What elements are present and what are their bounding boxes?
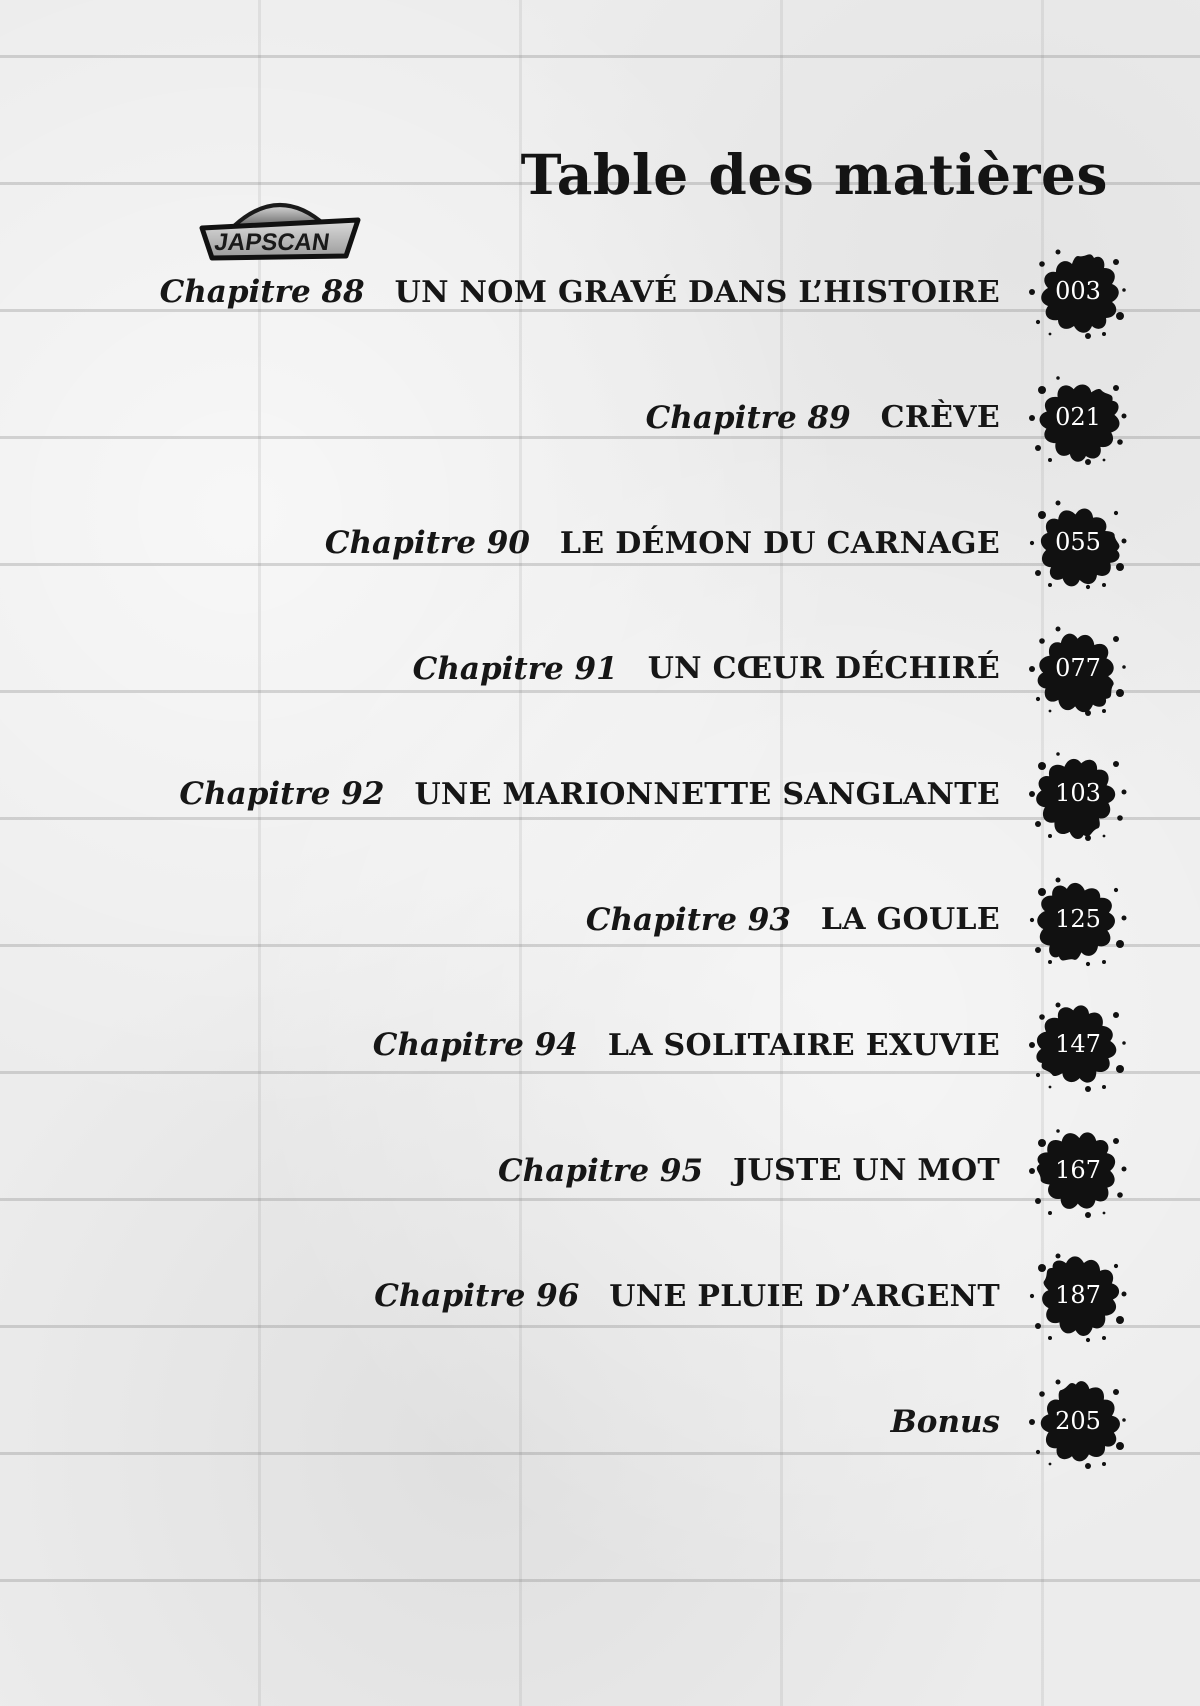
page-number: 167 bbox=[1055, 1155, 1101, 1184]
chapter-number: Chapitre 92 bbox=[179, 776, 385, 812]
page-number: 077 bbox=[1055, 653, 1101, 682]
toc-entry bbox=[325, 513, 1000, 573]
chapter-number: Bonus bbox=[890, 1403, 1000, 1440]
chapter-title: LE DÉMON DU CARNAGE bbox=[559, 525, 1000, 561]
page-number: 003 bbox=[1055, 277, 1101, 305]
page-number-ink-splat bbox=[1028, 1376, 1128, 1472]
toc-entry bbox=[160, 262, 1000, 322]
page-number-ink-splat bbox=[1028, 246, 1128, 342]
page-number-ink-splat bbox=[1028, 623, 1128, 719]
chapter-title: CRÈVE bbox=[880, 400, 1000, 435]
chapter-number: Chapitre 94 bbox=[372, 1027, 578, 1063]
toc-entry bbox=[373, 1015, 1000, 1075]
chapter-number: Chapitre 96 bbox=[374, 1278, 580, 1314]
chapter-number: Chapitre 95 bbox=[497, 1152, 704, 1189]
page-number: 205 bbox=[1055, 1406, 1101, 1435]
page-number-ink-splat bbox=[1028, 1125, 1128, 1221]
page-number: 103 bbox=[1055, 779, 1101, 807]
logo-text: JAPSCAN bbox=[212, 229, 332, 256]
chapter-title: UN CŒUR DÉCHIRÉ bbox=[647, 651, 1000, 686]
chapter-title: UNE MARIONNETTE SANGLANTE bbox=[414, 776, 1000, 812]
page-number-ink-splat bbox=[1028, 497, 1128, 593]
chapter-number: Chapitre 89 bbox=[645, 399, 851, 436]
page-number-ink-splat bbox=[1028, 748, 1128, 844]
chapter-number: Chapitre 93 bbox=[585, 901, 791, 938]
chapter-title: UNE PLUIE D’ARGENT bbox=[609, 1278, 1000, 1314]
toc-entry bbox=[646, 388, 1000, 448]
page-number-ink-splat bbox=[1028, 1250, 1128, 1346]
toc-entry bbox=[586, 890, 1000, 950]
chapter-number: Chapitre 88 bbox=[159, 274, 365, 310]
toc-entry bbox=[179, 764, 1000, 824]
toc-entry bbox=[498, 1141, 1000, 1201]
chapter-title: LA SOLITAIRE EXUVIE bbox=[607, 1027, 1000, 1063]
toc-entry bbox=[891, 1392, 1000, 1452]
page-number: 125 bbox=[1055, 904, 1101, 933]
page-number-ink-splat bbox=[1028, 874, 1128, 970]
page-title: Table des matières bbox=[520, 142, 1108, 207]
toc-entry bbox=[374, 1266, 1000, 1326]
page-number-ink-splat bbox=[1028, 999, 1128, 1095]
chapter-title: JUSTE UN MOT bbox=[733, 1153, 1000, 1188]
page-number: 187 bbox=[1055, 1281, 1101, 1309]
page-number: 055 bbox=[1055, 528, 1101, 556]
page-number: 147 bbox=[1055, 1030, 1101, 1058]
chapter-title: UN NOM GRAVÉ DANS L’HISTOIRE bbox=[394, 274, 1000, 310]
page-number-ink-splat bbox=[1028, 372, 1128, 468]
chapter-number: Chapitre 90 bbox=[324, 525, 530, 561]
chapter-title: LA GOULE bbox=[820, 902, 1000, 937]
chapter-number: Chapitre 91 bbox=[412, 650, 618, 687]
toc-entry bbox=[413, 639, 1000, 699]
page-number: 021 bbox=[1055, 402, 1101, 431]
